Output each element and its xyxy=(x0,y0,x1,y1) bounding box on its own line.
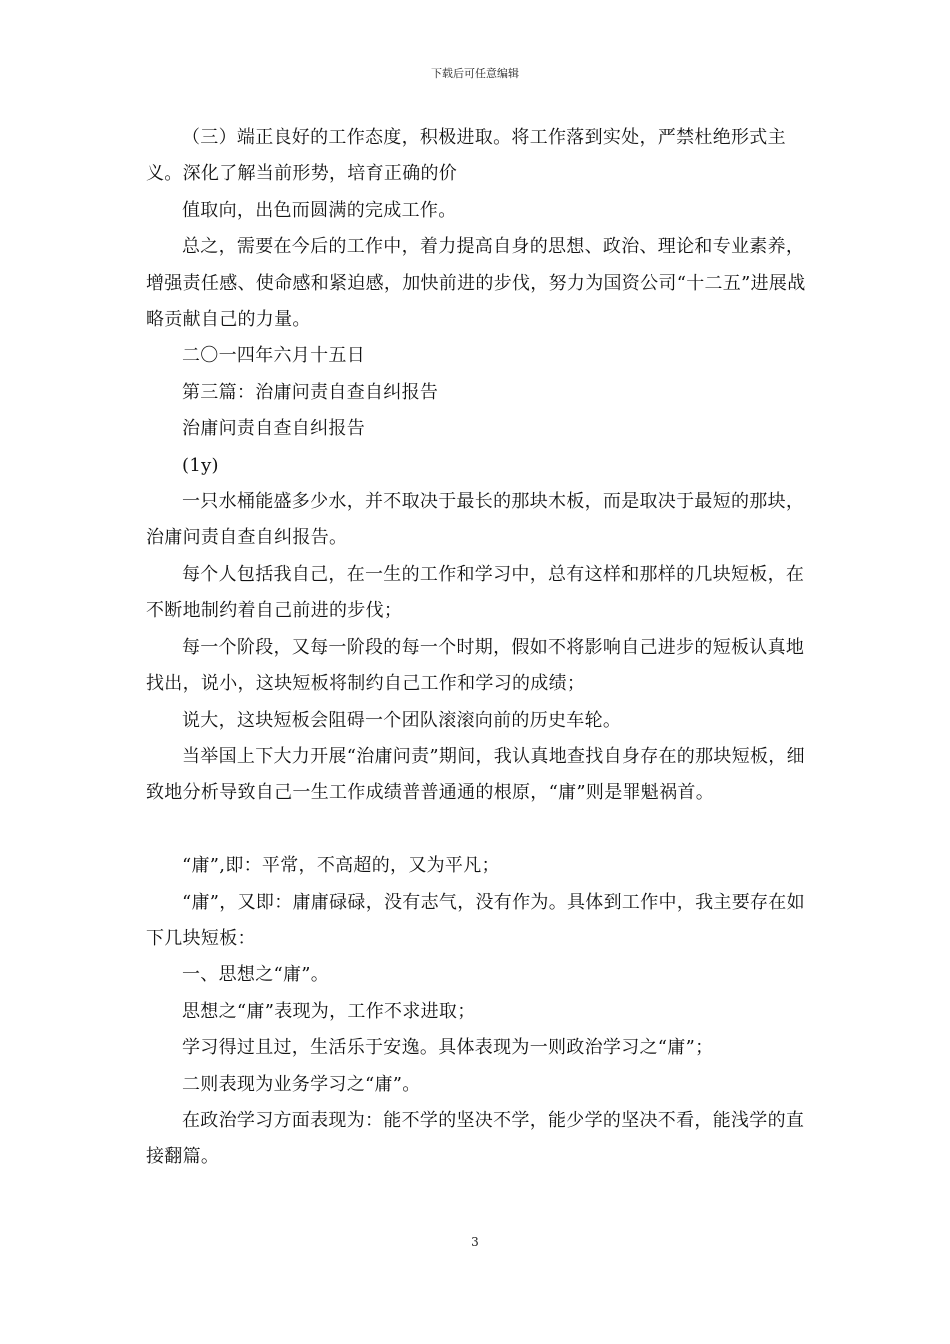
report-title: 治庸问责自查自纠报告 xyxy=(182,418,365,440)
paragraph: 每一个阶段，又每一阶段的每一个时期，假如不将影响自己进步的短板认真地找出，说小，这块短板将制约自己工作和学习的成绩； xyxy=(146,636,805,695)
paragraph: 二则表现为业务学习之“庸”。 xyxy=(182,1073,421,1095)
blank-line xyxy=(146,812,816,848)
page-header: 下载后可任意编辑 xyxy=(431,67,519,80)
paragraph: 每个人包括我自己，在一生的工作和学习中，总有这样和那样的几块短板，在不断地制约着自己前进的步伐； xyxy=(146,563,805,622)
paragraph: 一只水桶能盛多少水，并不取决于最长的那块木板，而是取决于最短的那块，治庸问责自查自纠报告。 xyxy=(146,491,805,549)
paragraph: 当举国上下大力开展“治庸问责”期间，我认真地查找自身存在的那块短板，细致地分析导致自己一生工作成绩普普通通的根原，“庸”则是罪魁祸首。 xyxy=(146,745,805,804)
paragraph: 值取向，出色而圆满的完成工作。 xyxy=(182,199,457,221)
paragraph: 在政治学习方面表现为：能不学的坚决不学，能少学的坚决不看，能浅学的直接翻篇。 xyxy=(146,1109,805,1168)
paragraph: (1y) xyxy=(182,454,219,476)
document-body xyxy=(146,120,816,1176)
paragraph: 总之，需要在今后的工作中，着力提高自身的思想、政治、理论和专业素养，增强责任感、使命感和紧迫感，加快前进的步伐，努力为国资公司“十二五”进展战略贡献自己的力量。 xyxy=(146,236,806,331)
subsection-heading: 一、思想之“庸”。 xyxy=(182,964,330,986)
paragraph: 说大，这块短板会阻碍一个团队滚滚向前的历史车轮。 xyxy=(182,709,622,731)
paragraph: （三）端正良好的工作态度，积极进取。将工作落到实处，严禁杜绝形式主义。深化了解当前形势，培育正确的价 xyxy=(146,127,786,185)
paragraph: 学习得过且过，生活乐于安逸。具体表现为一则政治学习之“庸”； xyxy=(182,1037,714,1059)
paragraph: “庸”,即：平常，不高超的，又为平凡； xyxy=(182,855,500,877)
paragraph: 思想之“庸”表现为，工作不求进取； xyxy=(182,1000,476,1022)
date-line: 二〇一四年六月十五日 xyxy=(182,345,365,367)
section-heading: 第三篇：治庸问责自查自纠报告 xyxy=(182,381,439,403)
paragraph: “庸”，又即：庸庸碌碌，没有志气，没有作为。具体到工作中，我主要存在如下几块短板： xyxy=(146,891,805,949)
page-number: 3 xyxy=(471,1235,479,1249)
